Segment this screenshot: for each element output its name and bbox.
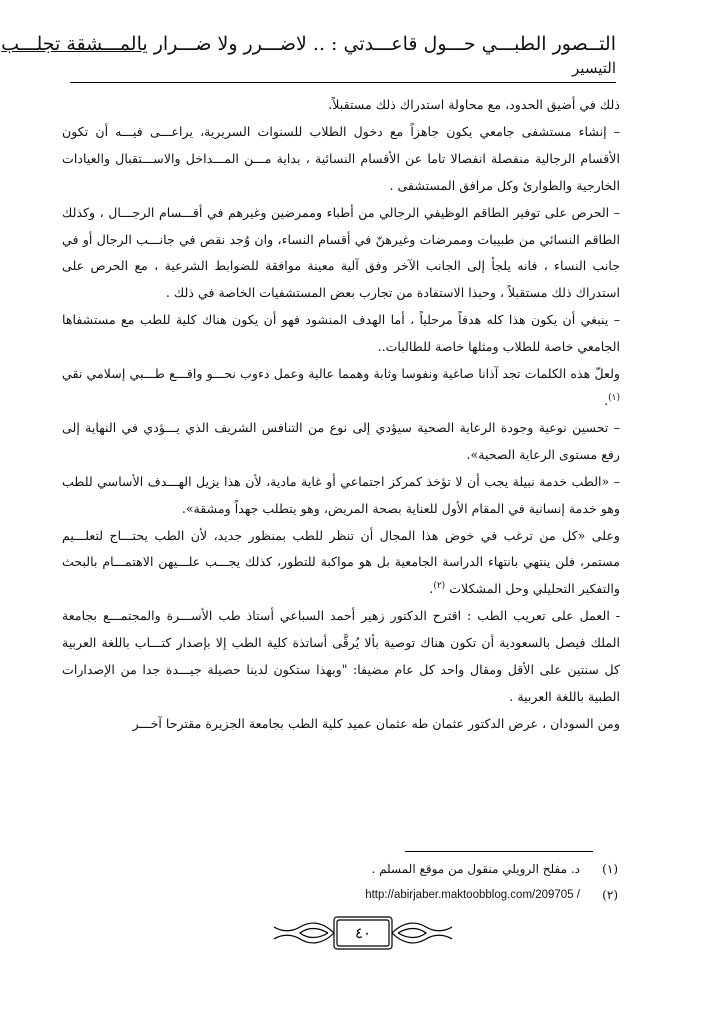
paragraph-9 bbox=[62, 603, 620, 711]
page-number-ornament bbox=[270, 913, 456, 953]
paragraph-text: – إنشاء مستشفى جامعي يكون جاهزاً مع دخول الطلاب للسنوات السريرية، يراعـــى فيـــه أن تكون الأقسام الرجالية منفصلة انفصالا تاما عن الأقسام النسائية ، بداية مـــن المـــداخل والاســـتقبال والعيادات الخارجية والطوارئ وكل مرافق المستشفى . bbox=[62, 123, 620, 193]
header-title-text: التــصور الطبـــي حـــول قاعـــدتي : .. لاضـــرر ولا ضـــرار bbox=[147, 33, 616, 55]
header-rule bbox=[70, 82, 616, 83]
footnote-link[interactable]: http://abirjaber.maktoobblog.com/209705 / bbox=[365, 889, 580, 901]
paragraph-4 bbox=[62, 307, 620, 361]
paragraph-tail: . bbox=[429, 581, 434, 597]
paragraph-text: ولعلّ هذه الكلمات تجد آذانا صاغية ونفوسا وثابة وهمما عالية وعمل دءوب نحـــو واقـــع طـــبي إسلامي نقي bbox=[62, 366, 620, 382]
paragraph-text: وعلى «كل من ترغب في خوض هذا المجال أن تنظر للطب بمنظور جديد، لأن الطب يحتـــاج لتعلـــيم مستمر، فلن ينتهي بانتهاء الدراسة الجامعية بل هو مواكبة للتطور، كذلك يجـــب علـــيهن الاهتمـــام بالبحث والتفكير التحليلي وحل المشكلات bbox=[62, 527, 620, 597]
paragraph-1 bbox=[62, 92, 620, 119]
paragraph-text: ومن السودان ، عرض الدكتور عثمان طه عثمان عميد كلية الطب بجامعة الجزيرة مقترحا آخـــر bbox=[132, 715, 620, 731]
footnote-1 bbox=[90, 856, 618, 882]
paragraph-8 bbox=[62, 523, 620, 604]
paragraph-text: – تحسين نوعية وجودة الرعاية الصحية سيؤدي إلى نوع من التنافس الشريف الذي يـــؤدي في النهاية إلى رفع مستوى الرعاية الصحية». bbox=[62, 419, 620, 462]
paragraph-text: - العمل على تعريب الطب : اقترح الدكتور زهير أحمد السباعي أستاذ طب الأســـرة والمجتمـــع بجامعة الملك فيصل بالسعودية أن تكون هناك توصية بألا يُرقَّى أساتذة كلية الطب إلا بإصدار كتـــاب باللغة العربية كل سنتين على الأقل ومقال واحد كل عام مضيفا: "وبهذا ستكون لدينا حصيلة جيـــدة جدا من الإصدارات الطبية باللغة العربية . bbox=[62, 608, 620, 704]
paragraph-6 bbox=[62, 415, 620, 469]
footnote-number: (٢) bbox=[602, 888, 618, 902]
footnote-number: (١) bbox=[602, 862, 618, 876]
paragraph-2 bbox=[62, 119, 620, 200]
footnotes bbox=[90, 856, 618, 908]
header-title bbox=[1, 32, 616, 56]
paragraph-5 bbox=[62, 361, 620, 415]
paragraph-text: – «الطب خدمة نبيلة يجب أن لا تؤخذ كمركز اجتماعي أو غاية مادية، لأن هذا يزيل الهـــدف الأساسي للطب وهو خدمة إنسانية في المقام الأول للعناية بصحة المريض، وهو يتطلب جهداً ومشقة». bbox=[62, 473, 620, 516]
footnote-2 bbox=[90, 882, 618, 908]
page-number: ٤٠ bbox=[354, 924, 372, 942]
header-title-underlined: يالمـــشقة تجلـــب bbox=[1, 33, 148, 55]
body-text bbox=[62, 92, 620, 738]
header-subtitle: التيسير bbox=[572, 59, 616, 77]
paragraph-7 bbox=[62, 469, 620, 523]
paragraph-text: – الحرص على توفير الطاقم الوظيفي الرجالي من أطباء وممرضين وغيرهم في أقـــسام الرجـــال ، وكذلك الطاقم النسائي من طبيبات وممرضات وغيرهنّ في أقسام النساء، وان وُجد نقص في جانـــب الرجال أو في جانب النساء ، فانه يلجأ إلى الجانب الآخر وفق آلية معينة موافقة للضوابط الشرعية ، مع الحرص على استدراك ذلك مستقبلاً ، وحبذا الاستفادة من تجارب بعض المستشفيات الخاصة في ذلك . bbox=[62, 204, 620, 301]
footnote-separator bbox=[405, 851, 593, 852]
running-header bbox=[1, 32, 616, 78]
footnote-ref-1[interactable]: (١) bbox=[608, 392, 620, 403]
paragraph-tail: . bbox=[604, 392, 609, 408]
footnote-text: د. مفلح الرويلي منقول من موقع المسلم . bbox=[371, 862, 580, 876]
paragraph-3 bbox=[62, 200, 620, 308]
paragraph-text: ذلك في أضيق الحدود، مع محاولة استدراك ذلك مستقبلاً. bbox=[328, 97, 620, 112]
footnote-ref-2[interactable]: (٢) bbox=[433, 581, 446, 592]
paragraph-text: – ينبغي أن يكون هذا كله هدفاً مرحلياً ، أما الهدف المنشود فهو أن يكون هناك كلية للطب مع مستشفاها الجامعي خاصة للطلاب ومثلها خاصة للطالبات.. bbox=[62, 312, 620, 355]
paragraph-10 bbox=[62, 711, 620, 738]
